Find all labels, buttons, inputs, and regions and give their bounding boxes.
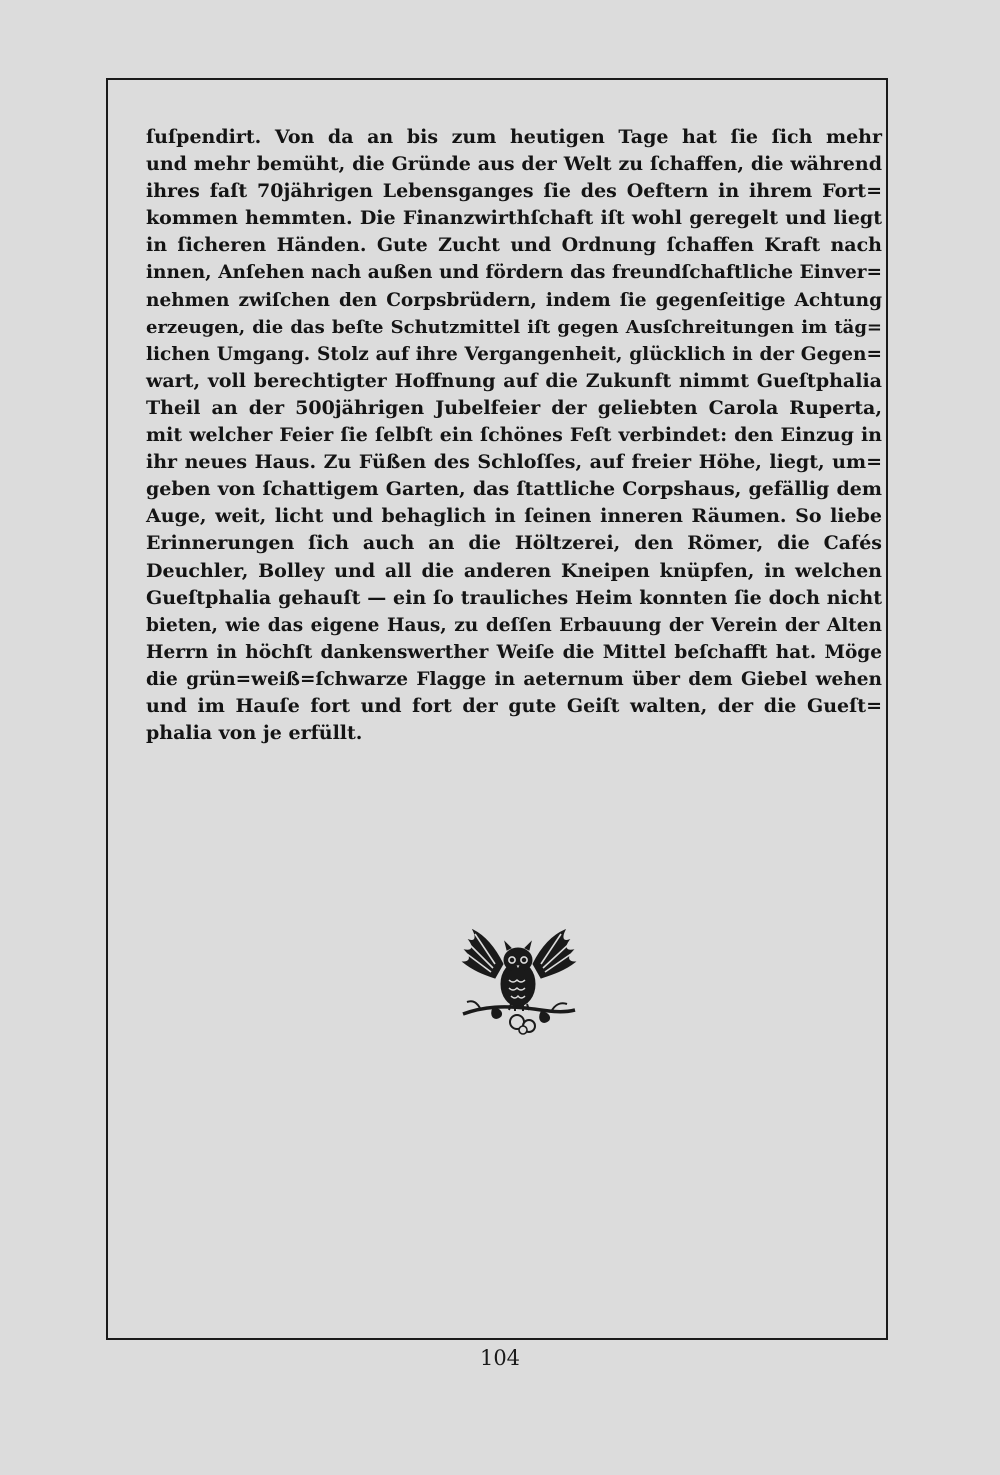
text-line: die grün=weiß=ſchwarze Flagge in aeternum über dem Giebel wehen bbox=[146, 668, 882, 690]
text-line: innen, Anſehen nach außen und fördern das freundſchaftliche Einver= bbox=[146, 262, 882, 284]
text-line: Auge, weit, licht und behaglich in ſeinen inneren Räumen. So liebe bbox=[146, 505, 882, 528]
text-line: Theil an der 500jährigen Jubelfeier der geliebten Carola Ruperta, bbox=[146, 396, 882, 419]
text-line: in ſicheren Händen. Gute Zucht und Ordnung ſchaffen Kraft nach bbox=[146, 234, 882, 257]
text-line: bieten, wie das eigene Haus, zu deſſen Erbauung der Verein der Alten bbox=[146, 614, 882, 636]
text-line: wart, voll berechtigter Hoffnung auf die Zukunft nimmt Gueſtphalia bbox=[146, 369, 882, 392]
text-line: Erinnerungen ſich auch an die Höltzerei, den Römer, die Cafés bbox=[146, 532, 882, 555]
page-number: 104 bbox=[479, 1346, 521, 1370]
text-line: lichen Umgang. Stolz auf ihre Vergangenheit, glücklich in der Gegen= bbox=[146, 343, 882, 365]
text-line: Gueſtphalia gehauſt — ein ſo trauliches Heim konnten ſie doch nicht bbox=[146, 586, 882, 609]
text-line: mit welcher Feier ſie ſelbſt ein ſchönes Feſt verbindet: den Einzug in bbox=[146, 424, 882, 447]
text-line: und mehr bemüht, die Gründe aus der Welt zu ſchaffen, die während bbox=[146, 153, 882, 176]
owl-on-branch-icon bbox=[455, 918, 581, 1040]
text-line: nehmen zwiſchen den Corpsbrüdern, indem ſie gegenſeitige Achtung bbox=[146, 289, 882, 311]
text-line: kommen hemmten. Die Finanzwirthſchaft iſt wohl geregelt und liegt bbox=[146, 207, 882, 230]
text-line: erzeugen, die das beſte Schutzmittel iſt gegen Ausſchreitungen im täg= bbox=[146, 316, 882, 338]
text-line: ihr neues Haus. Zu Füßen des Schloſſes, auf freier Höhe, liegt, um= bbox=[146, 451, 882, 474]
text-line: Deuchler, Bolley und all die anderen Kneipen knüpfen, in welchen bbox=[146, 559, 882, 582]
text-line: und im Hauſe fort und fort der gute Geiſt walten, der die Gueſt= bbox=[146, 694, 882, 717]
text-line: ſuſpendirt. Von da an bis zum heutigen Tage hat ſie ſich mehr bbox=[146, 126, 882, 148]
text-line: geben von ſchattigem Garten, das ſtattliche Corpshaus, gefällig dem bbox=[146, 478, 882, 501]
text-line: Herrn in höchſt dankenswerther Weiſe die Mittel beſchafft hat. Möge bbox=[146, 641, 882, 663]
text-line: ihres faſt 70jährigen Lebensganges ſie des Oeftern in ihrem Fort= bbox=[146, 180, 882, 203]
text-line: phalia von je erfüllt. bbox=[146, 722, 363, 745]
body-text bbox=[146, 124, 882, 747]
